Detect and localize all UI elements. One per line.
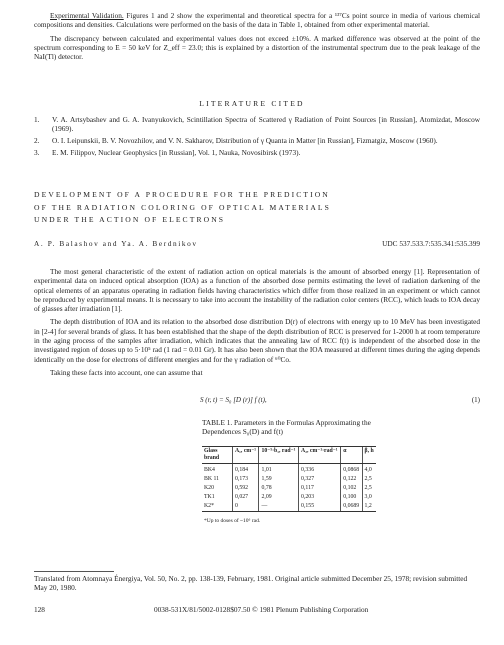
page-number: 128 (34, 605, 45, 614)
intro-paragraph-1-text: Figures 1 and 2 show the experimental and theoretical spectra for a ¹³⁷Cs point source in media of various chemical compositions and densities. Calculations were performed on the basis of the data in Table 1, obtained from other experimental material. (34, 11, 480, 30)
byline (34, 239, 480, 248)
intro-heading: Experimental Validation. (50, 11, 124, 20)
table-footnote: *Up to doses of ~10⁶ rad. (204, 518, 261, 524)
table-cell: 0 (233, 502, 259, 512)
reference-list (34, 115, 480, 160)
udc-code: UDC 537.533.7:535.341:535.399 (382, 239, 480, 248)
table-cell: 2,5 (362, 484, 376, 493)
reference-text: O. I. Leipunskii, B. V. Novozhilov, and V. N. Sakharov, Distribution of γ Quanta in Matter [in Russian], Fizmatgiz, Moscow (1960). (52, 136, 438, 146)
article-title-line: OF THE RADIATION COLORING OF OPTICAL MATERIALS (34, 202, 331, 212)
table-cell: 2,5 (362, 475, 376, 484)
table-cell: TK1 (204, 494, 215, 500)
parameters-table (202, 446, 376, 512)
table-header-row (202, 447, 376, 464)
table-row (202, 464, 376, 476)
article-paragraph-2: The depth distribution of IOA and its relation to the absorbed dose distribution D(r) of electrons with energy up to 10 MeV has been investigated in [2-4] for several brands of glass. It has been established that the shape of the depth distribution of RCC is preserved for 1-2000 h at room temperature in the aging process of the samples after irradiation, which indicates that the annealing law of RCC f(t) is independent of the absorbed dose in the investigated region of doses up to 5·10⁵ rad (1 rad = 0.01 Gr). It has also been shown that the IOA measured at different times during the aging depends identically on the dose for electrons of different energies and for the γ radiation of ⁶⁰Co. (34, 317, 480, 364)
table-cell: 0,203 (299, 493, 341, 502)
table-cell: 0,027 (233, 493, 259, 502)
article-body (34, 267, 480, 377)
reference-text: E. M. Filippov, Nuclear Geophysics [in Russian], Vol. 1, Nauka, Novosibirsk (1973). (52, 147, 301, 157)
article-title (34, 189, 480, 227)
equation-1 (34, 396, 480, 408)
table-cell: 3,0 (362, 493, 376, 502)
table-header-cell: A₂, cm⁻¹·rad⁻¹ (299, 447, 341, 464)
table-cell: 0,100 (341, 493, 362, 502)
copyright-line: 0038-531X/81/5002-0128$07.50 © 1981 Plenum Publishing Corporation (154, 605, 369, 614)
table-header-cell: β, h (362, 447, 376, 464)
table-cell: 4,0 (362, 464, 376, 476)
table-header-cell: 10⁻⁵·b₁, rad⁻¹ (259, 447, 299, 464)
table-cell: BK4 (204, 467, 215, 473)
table-cell: 1,59 (259, 475, 299, 484)
table-cell: 0,327 (299, 475, 341, 484)
table-caption: TABLE 1. Parameters in the Formulas Approximating the Dependences S₀(D) and f(t) (202, 418, 371, 437)
table-cell: 1,2 (362, 502, 376, 512)
table-cell: 0,102 (341, 484, 362, 493)
reference-item (34, 136, 480, 145)
equation-number: (1) (471, 396, 480, 404)
table-cell: 0,336 (299, 464, 341, 476)
table-1 (202, 446, 376, 524)
table-cell: 1,01 (259, 464, 299, 476)
experimental-validation-section (34, 11, 480, 61)
table-cell: 2,09 (259, 493, 299, 502)
table-row (202, 502, 376, 512)
article-title-line: DEVELOPMENT OF A PROCEDURE FOR THE PREDICTION (34, 190, 330, 199)
intro-paragraph-2: The discrepancy between calculated and experimental values does not exceed ±10%. A marked difference was observed at the point of the spectrum corresponding to E = 50 keV for Z_eff = 23.0; this is explained by a distortion of the instrumental spectrum due to the peak leakage of the NaI(Tl) detector. (34, 33, 480, 62)
table-cell: 0,0689 (341, 502, 362, 512)
table-cell: 0,78 (259, 484, 299, 493)
table-cell: 0,155 (299, 502, 341, 512)
reference-text: V. A. Artsybashev and G. A. Ivanyukovich, Scintillation Spectra of Scattered γ Radiation of Point Sources [in Russian], Atomizdat, Moscow (1969). (52, 115, 480, 134)
equation-formula: S (r, t) = S₀ [D (r)] f (t), (200, 396, 267, 404)
article-paragraph-3: Taking these facts into account, one can assume that (50, 367, 203, 377)
article-paragraph-1: The most general characteristic of the extent of radiation action on optical materials is the amount of absorbed energy [1]. Representation of experimental data on induced optical absorption (IOA) as a function of the absorbed dose permits estimating the level of radiation darkening of the optical elements of an apparatus operating in radiation fields having characteristics which differ from those realized in an experiment or which cannot be reproduced by experimental means. It is necessary to take into account the instability of the radiation color centers (RCC), which leads to IOA decay of glasses after irradiation [1]. (34, 267, 480, 314)
article-authors: A. P. Balashov and Ya. A. Berdnikov (34, 239, 198, 248)
table-cell: 0,122 (341, 475, 362, 484)
table-cell: K20 (204, 485, 214, 491)
translation-note: Translated from Atomnaya Énergiya, Vol. 50, No. 2, pp. 138-139, February, 1981. Original article submitted December 25, 1978; revision submitted May 20, 1980. (34, 574, 468, 593)
table-cell: BK 11 (204, 476, 220, 482)
table-row (202, 493, 376, 502)
table-header-cell: A₁, cm⁻¹ (233, 447, 259, 464)
table-cell: 0,117 (299, 484, 341, 493)
reference-item (34, 115, 480, 134)
table-row (202, 484, 376, 493)
table-cell: K2* (202, 502, 233, 512)
table-header-cell: Glass brand (202, 447, 233, 464)
footnote-divider (34, 571, 114, 572)
reference-number: 1. (34, 115, 40, 124)
table-header-cell: α (341, 447, 362, 464)
intro-paragraph-1 (34, 11, 480, 30)
article-title-line: UNDER THE ACTION OF ELECTRONS (34, 215, 226, 224)
reference-number: 3. (34, 147, 40, 157)
table-row (202, 475, 376, 484)
literature-cited-heading: LITERATURE CITED (199, 99, 305, 108)
reference-item (34, 148, 480, 157)
reference-number: 2. (34, 136, 40, 146)
table-cell: 0,184 (233, 464, 259, 476)
table-cell: 0,173 (233, 475, 259, 484)
table-cell: 0,592 (233, 484, 259, 493)
table-cell: — (259, 502, 299, 512)
table-cell: 0,0868 (341, 464, 362, 476)
